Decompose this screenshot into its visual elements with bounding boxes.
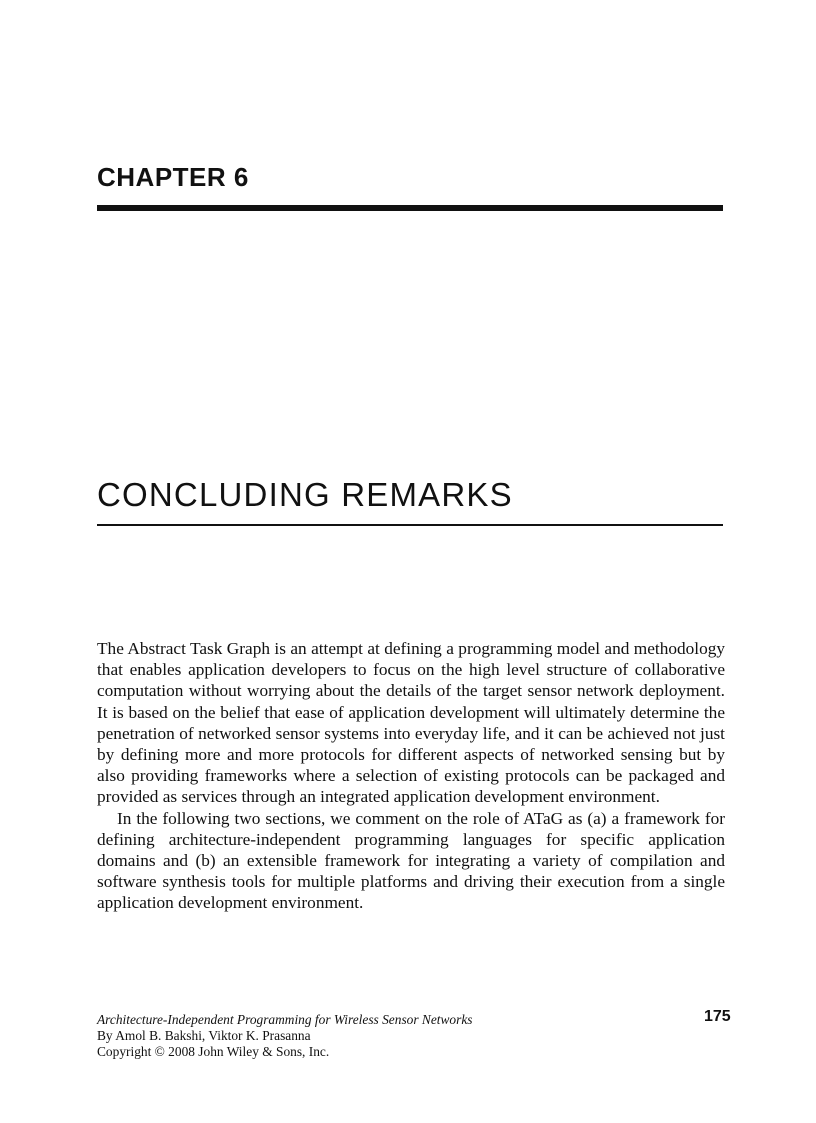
body-paragraph: In the following two sections, we comment on the role of ATaG as (a) a framework for defining architecture-independent programming languages for specific application domains and (b) an extensible framework for integrating a variety of compilation and software synthesis tools for multiple platforms and driving their execution from a single application development environment. bbox=[97, 808, 725, 913]
body-text bbox=[97, 638, 725, 914]
footer bbox=[97, 1012, 725, 1060]
page-number: 175 bbox=[704, 1008, 731, 1025]
footer-authors: By Amol B. Bakshi, Viktor K. Prasanna bbox=[97, 1028, 311, 1043]
chapter-label: CHAPTER 6 bbox=[97, 162, 249, 192]
footer-copyright: Copyright © 2008 John Wiley & Sons, Inc. bbox=[97, 1044, 330, 1059]
chapter-title: CONCLUDING REMARKS bbox=[97, 476, 513, 513]
chapter-rule bbox=[97, 205, 723, 211]
title-rule bbox=[97, 524, 723, 526]
footer-book-title: Architecture-Independent Programming for Wireless Sensor Networks bbox=[97, 1012, 473, 1027]
body-paragraph: The Abstract Task Graph is an attempt at defining a programming model and methodology that enables application developers to focus on the high level structure of collaborative computation without worrying about the details of the target sensor network deployment. It is based on the belief that ease of application development will ultimately determine the penetration of networked sensor systems into everyday life, and it can be achieved not just by defining more and more protocols for different aspects of networked sensing but by also providing frameworks where a selection of existing protocols can be packaged and provided as services through an integrated application development environment. bbox=[97, 639, 725, 807]
